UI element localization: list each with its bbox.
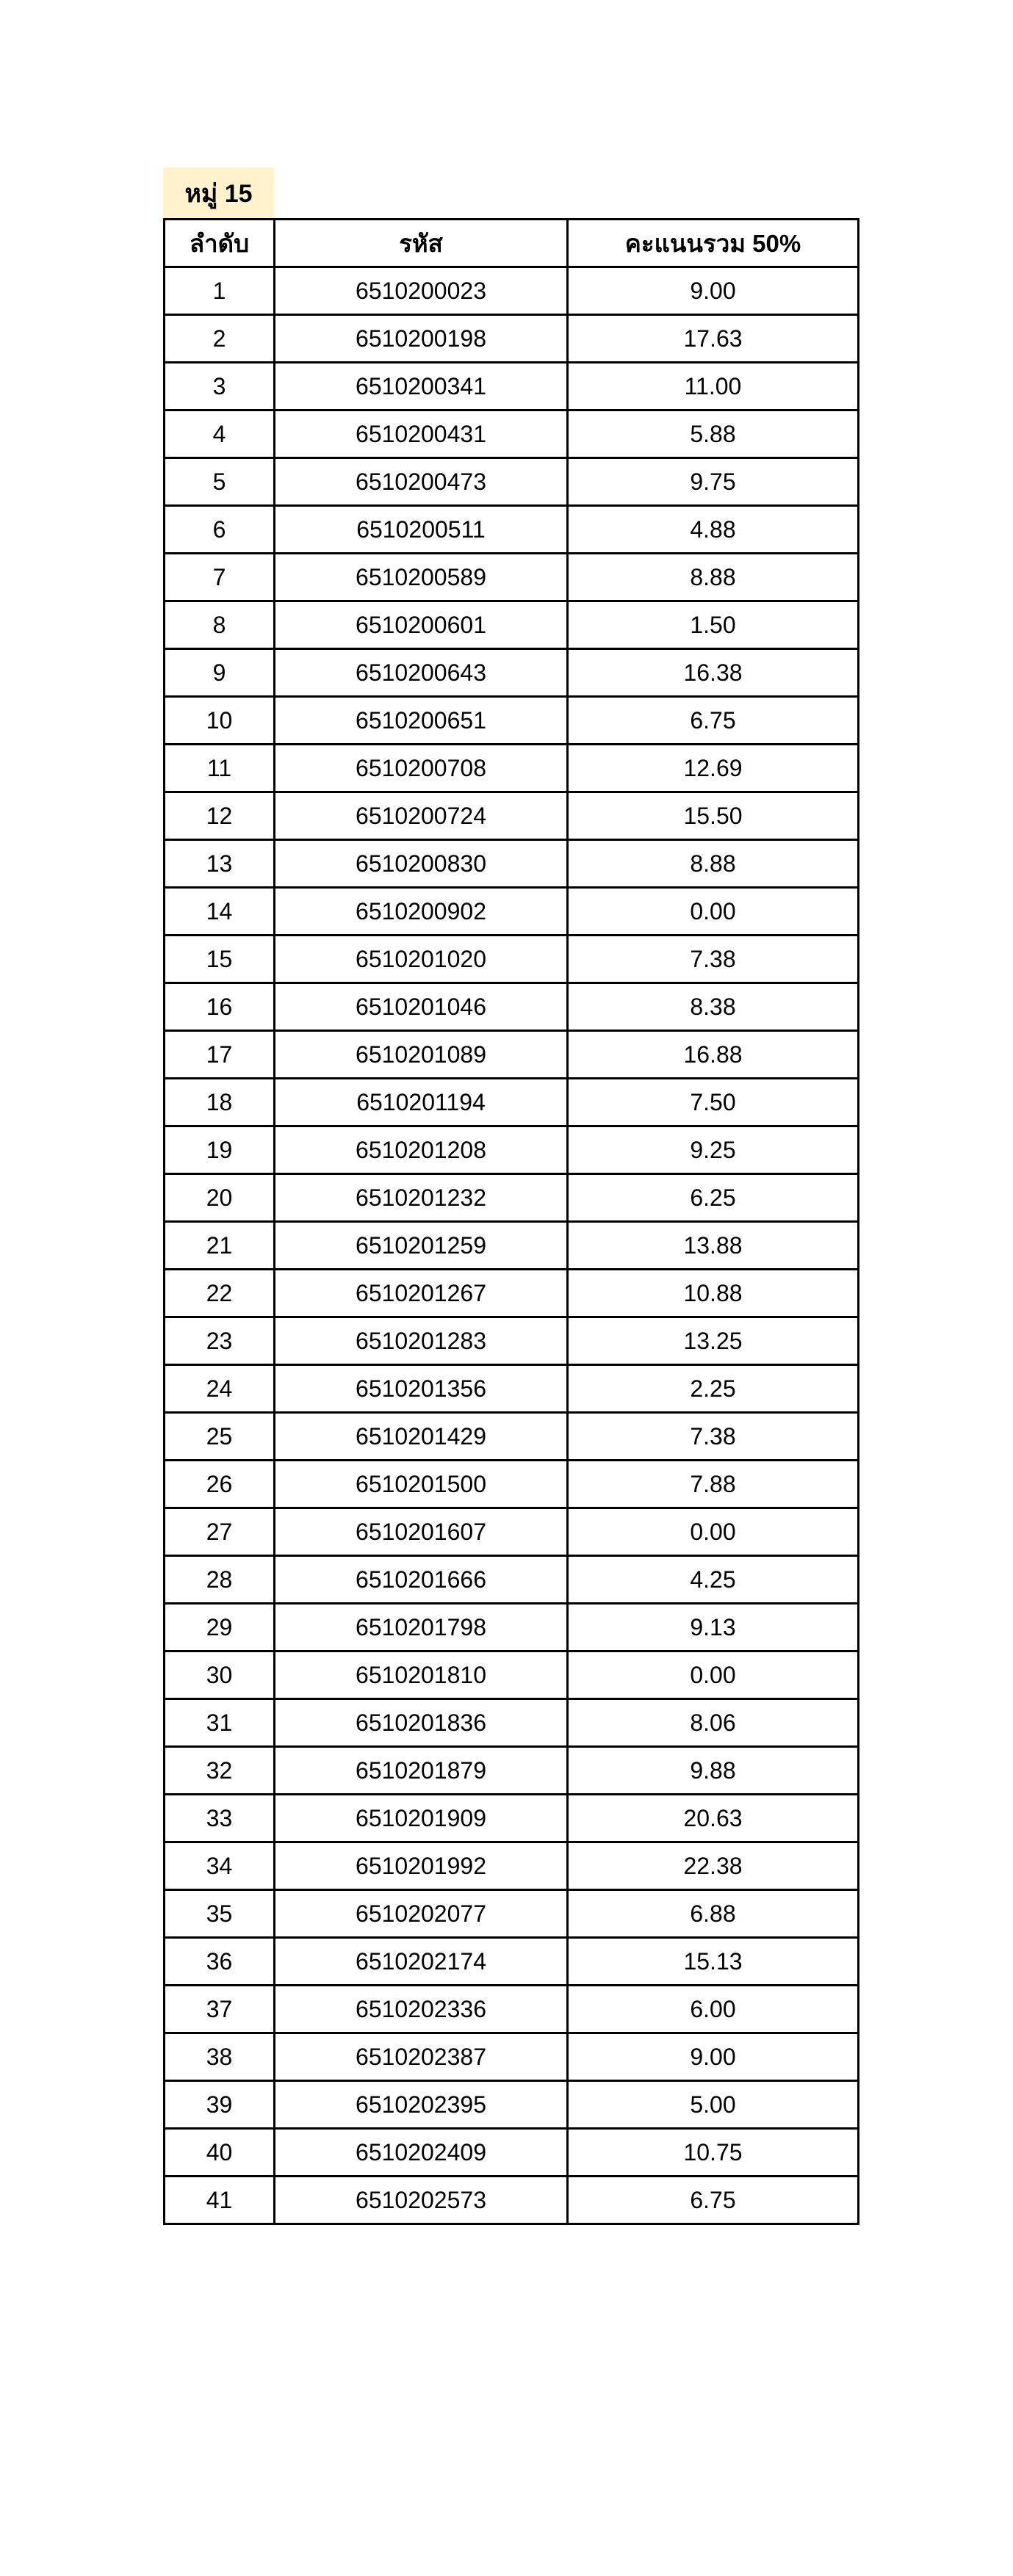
student-id-cell: 6510201810 — [275, 1651, 568, 1699]
student-id-cell: 6510200431 — [275, 410, 568, 458]
score-cell: 7.38 — [568, 1413, 859, 1461]
order-cell: 7 — [165, 554, 275, 601]
table-row — [165, 1031, 859, 1079]
score-cell: 9.25 — [568, 1126, 859, 1174]
student-id-cell: 6510201020 — [275, 936, 568, 983]
header-total-score: คะแนนรวม 50% — [568, 220, 859, 267]
order-cell: 32 — [165, 1747, 275, 1795]
score-cell: 9.13 — [568, 1604, 859, 1651]
order-cell: 5 — [165, 458, 275, 506]
student-id-cell: 6510201666 — [275, 1556, 568, 1604]
student-id-cell: 6510202387 — [275, 2033, 568, 2081]
table-row — [165, 1079, 859, 1126]
student-id-cell: 6510202409 — [275, 2129, 568, 2177]
table-row — [165, 1317, 859, 1365]
table-row — [165, 1461, 859, 1508]
table-row — [165, 1222, 859, 1270]
score-cell: 22.38 — [568, 1842, 859, 1890]
score-cell: 9.75 — [568, 458, 859, 506]
table-row — [165, 983, 859, 1031]
order-cell: 19 — [165, 1126, 275, 1174]
order-cell: 31 — [165, 1699, 275, 1747]
student-id-cell: 6510201194 — [275, 1079, 568, 1126]
student-id-cell: 6510201232 — [275, 1174, 568, 1222]
score-cell: 8.88 — [568, 840, 859, 888]
student-id-cell: 6510200198 — [275, 315, 568, 363]
score-cell: 4.25 — [568, 1556, 859, 1604]
student-id-cell: 6510202174 — [275, 1938, 568, 1986]
student-id-cell: 6510200473 — [275, 458, 568, 506]
score-cell: 15.13 — [568, 1938, 859, 1986]
order-cell: 37 — [165, 1986, 275, 2033]
order-cell: 6 — [165, 506, 275, 554]
score-cell: 10.88 — [568, 1270, 859, 1317]
student-id-cell: 6510200902 — [275, 888, 568, 936]
student-id-cell: 6510201798 — [275, 1604, 568, 1651]
score-cell: 5.00 — [568, 2081, 859, 2129]
student-id-cell: 6510201909 — [275, 1795, 568, 1842]
student-id-cell: 6510200708 — [275, 745, 568, 792]
score-cell: 8.38 — [568, 983, 859, 1031]
table-row — [165, 363, 859, 410]
student-id-cell: 6510201208 — [275, 1126, 568, 1174]
table-row — [165, 2081, 859, 2129]
table-row — [165, 1699, 859, 1747]
student-id-cell: 6510202336 — [275, 1986, 568, 2033]
order-cell: 26 — [165, 1461, 275, 1508]
order-cell: 39 — [165, 2081, 275, 2129]
score-cell: 13.88 — [568, 1222, 859, 1270]
order-cell: 21 — [165, 1222, 275, 1270]
order-cell: 25 — [165, 1413, 275, 1461]
order-cell: 9 — [165, 649, 275, 697]
table-row — [165, 458, 859, 506]
student-id-cell: 6510202395 — [275, 2081, 568, 2129]
student-id-cell: 6510200651 — [275, 697, 568, 745]
table-row — [165, 792, 859, 840]
score-cell: 20.63 — [568, 1795, 859, 1842]
order-cell: 13 — [165, 840, 275, 888]
order-cell: 18 — [165, 1079, 275, 1126]
score-cell: 7.50 — [568, 1079, 859, 1126]
student-id-cell: 6510200023 — [275, 267, 568, 315]
table-row — [165, 1365, 859, 1413]
score-cell: 0.00 — [568, 1651, 859, 1699]
student-id-cell: 6510200830 — [275, 840, 568, 888]
student-id-cell: 6510201356 — [275, 1365, 568, 1413]
header-student-id: รหัส — [275, 220, 568, 267]
table-row — [165, 1508, 859, 1556]
order-cell: 8 — [165, 601, 275, 649]
student-id-cell: 6510201046 — [275, 983, 568, 1031]
order-cell: 11 — [165, 745, 275, 792]
header-order: ลำดับ — [165, 220, 275, 267]
table-row — [165, 936, 859, 983]
score-cell: 9.00 — [568, 267, 859, 315]
score-cell: 10.75 — [568, 2129, 859, 2177]
table-row — [165, 1556, 859, 1604]
order-cell: 10 — [165, 697, 275, 745]
score-cell: 11.00 — [568, 363, 859, 410]
order-cell: 24 — [165, 1365, 275, 1413]
table-row — [165, 2177, 859, 2224]
table-row — [165, 315, 859, 363]
table-row — [165, 1842, 859, 1890]
student-id-cell: 6510201607 — [275, 1508, 568, 1556]
order-cell: 40 — [165, 2129, 275, 2177]
order-cell: 34 — [165, 1842, 275, 1890]
score-cell: 16.88 — [568, 1031, 859, 1079]
score-cell: 0.00 — [568, 1508, 859, 1556]
table-row — [165, 745, 859, 792]
table-row — [165, 1890, 859, 1938]
order-cell: 29 — [165, 1604, 275, 1651]
score-cell: 16.38 — [568, 649, 859, 697]
table-row — [165, 2033, 859, 2081]
score-cell: 4.88 — [568, 506, 859, 554]
table-header-row — [165, 220, 859, 267]
table-row — [165, 1938, 859, 1986]
table-row — [165, 601, 859, 649]
order-cell: 15 — [165, 936, 275, 983]
table-row — [165, 267, 859, 315]
order-cell: 1 — [165, 267, 275, 315]
table-row — [165, 840, 859, 888]
order-cell: 23 — [165, 1317, 275, 1365]
student-id-cell: 6510200724 — [275, 792, 568, 840]
order-cell: 28 — [165, 1556, 275, 1604]
table-row — [165, 1795, 859, 1842]
order-cell: 17 — [165, 1031, 275, 1079]
student-id-cell: 6510201259 — [275, 1222, 568, 1270]
score-cell: 6.00 — [568, 1986, 859, 2033]
order-cell: 38 — [165, 2033, 275, 2081]
student-id-cell: 6510201836 — [275, 1699, 568, 1747]
group-label: หมู่ 15 — [163, 167, 274, 218]
score-cell: 15.50 — [568, 792, 859, 840]
score-cell: 17.63 — [568, 315, 859, 363]
order-cell: 14 — [165, 888, 275, 936]
order-cell: 22 — [165, 1270, 275, 1317]
table-row — [165, 1986, 859, 2033]
order-cell: 35 — [165, 1890, 275, 1938]
order-cell: 30 — [165, 1651, 275, 1699]
order-cell: 2 — [165, 315, 275, 363]
order-cell: 27 — [165, 1508, 275, 1556]
score-cell: 9.00 — [568, 2033, 859, 2081]
score-cell: 8.88 — [568, 554, 859, 601]
student-id-cell: 6510201500 — [275, 1461, 568, 1508]
table-row — [165, 2129, 859, 2177]
score-cell: 8.06 — [568, 1699, 859, 1747]
score-cell: 12.69 — [568, 745, 859, 792]
student-id-cell: 6510201429 — [275, 1413, 568, 1461]
student-id-cell: 6510202077 — [275, 1890, 568, 1938]
student-id-cell: 6510201992 — [275, 1842, 568, 1890]
student-id-cell: 6510201267 — [275, 1270, 568, 1317]
order-cell: 16 — [165, 983, 275, 1031]
table-row — [165, 410, 859, 458]
score-cell: 0.00 — [568, 888, 859, 936]
score-cell: 6.75 — [568, 697, 859, 745]
score-cell: 2.25 — [568, 1365, 859, 1413]
order-cell: 33 — [165, 1795, 275, 1842]
student-id-cell: 6510201283 — [275, 1317, 568, 1365]
order-cell: 41 — [165, 2177, 275, 2224]
order-cell: 12 — [165, 792, 275, 840]
table-row — [165, 554, 859, 601]
score-cell: 6.75 — [568, 2177, 859, 2224]
order-cell: 36 — [165, 1938, 275, 1986]
score-cell: 13.25 — [568, 1317, 859, 1365]
table-row — [165, 1747, 859, 1795]
student-id-cell: 6510200511 — [275, 506, 568, 554]
table-row — [165, 506, 859, 554]
table-row — [165, 1604, 859, 1651]
score-cell: 7.38 — [568, 936, 859, 983]
table-body — [165, 267, 859, 2224]
score-cell: 1.50 — [568, 601, 859, 649]
scores-table — [163, 218, 859, 2225]
table-row — [165, 1270, 859, 1317]
order-cell: 3 — [165, 363, 275, 410]
score-cell: 6.25 — [568, 1174, 859, 1222]
table-row — [165, 1126, 859, 1174]
student-id-cell: 6510200589 — [275, 554, 568, 601]
table-row — [165, 1174, 859, 1222]
score-cell: 9.88 — [568, 1747, 859, 1795]
table-row — [165, 649, 859, 697]
table-row — [165, 1651, 859, 1699]
student-id-cell: 6510201879 — [275, 1747, 568, 1795]
student-id-cell: 6510200643 — [275, 649, 568, 697]
order-cell: 20 — [165, 1174, 275, 1222]
student-id-cell: 6510202573 — [275, 2177, 568, 2224]
score-cell: 6.88 — [568, 1890, 859, 1938]
table-row — [165, 888, 859, 936]
student-id-cell: 6510201089 — [275, 1031, 568, 1079]
score-cell: 5.88 — [568, 410, 859, 458]
score-cell: 7.88 — [568, 1461, 859, 1508]
order-cell: 4 — [165, 410, 275, 458]
student-id-cell: 6510200601 — [275, 601, 568, 649]
table-row — [165, 697, 859, 745]
table-row — [165, 1413, 859, 1461]
student-id-cell: 6510200341 — [275, 363, 568, 410]
